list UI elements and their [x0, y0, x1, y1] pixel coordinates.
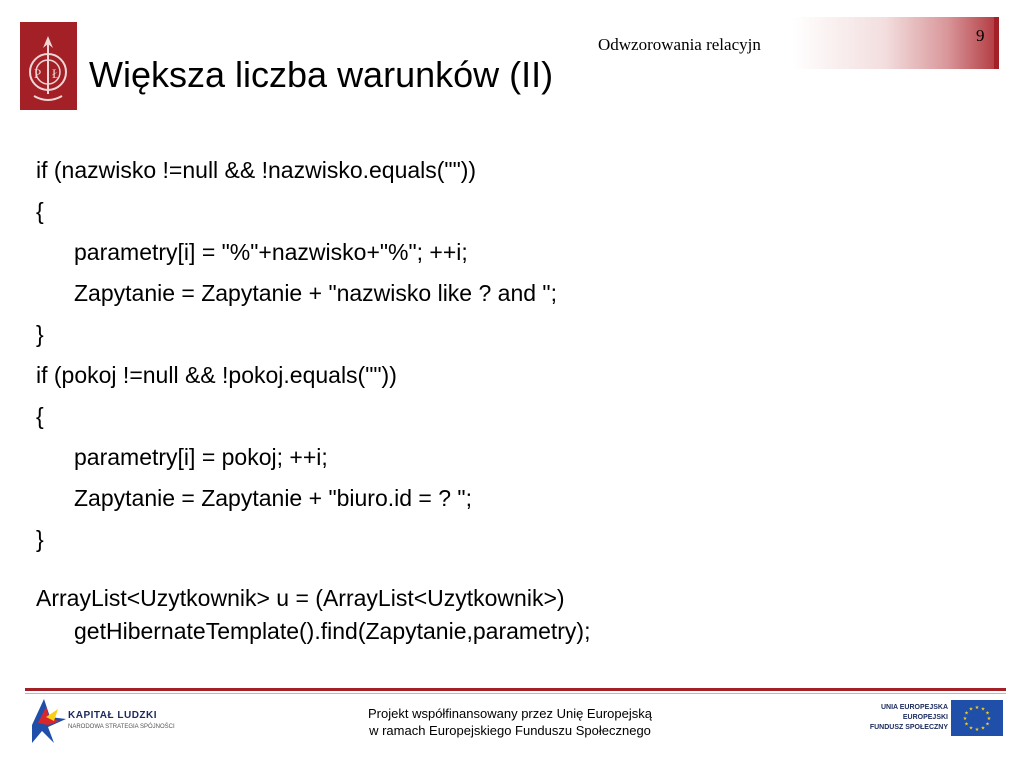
svg-text:★: ★: [968, 706, 974, 713]
footer-divider: [25, 688, 1006, 691]
svg-text:★: ★: [968, 725, 974, 732]
kapital-ludzki-subtitle: NARODOWA STRATEGIA SPÓJNOŚCI: [68, 724, 175, 730]
svg-text:★: ★: [980, 706, 986, 713]
running-title: Odwzorowania relacyjn: [598, 35, 761, 54]
svg-text:★: ★: [985, 721, 990, 728]
svg-text:★: ★: [964, 710, 969, 717]
code-line: Zapytanie = Zapytanie + "biuro.id = ? ";: [74, 485, 472, 511]
code-statement: [36, 582, 996, 648]
svg-text:★: ★: [980, 725, 986, 732]
kapital-ludzki-logo-icon: [28, 697, 188, 745]
code-line: getHibernateTemplate().find(Zapytanie,parametry);: [74, 618, 591, 644]
eu-label-line: EUROPEJSKI: [902, 714, 948, 721]
code-line: {: [36, 403, 44, 429]
code-line: if (pokoj !=null && !pokoj.equals("")): [36, 362, 397, 388]
kapital-ludzki-title: KAPITAŁ LUDZKI: [68, 710, 158, 721]
header-band-edge: [994, 17, 999, 69]
emblem-icon: [20, 22, 77, 110]
eu-label: [856, 703, 948, 733]
page-number: 9: [976, 26, 985, 45]
university-emblem-logo: [20, 22, 77, 110]
code-line: {: [36, 198, 44, 224]
footer-note-line: w ramach Europejskiego Funduszu Społecznego: [369, 723, 651, 738]
header-gradient-band: [792, 17, 999, 69]
eu-label-line: UNIA EUROPEJSKA: [880, 704, 948, 711]
code-line: ArrayList<Uzytkownik> u = (ArrayList<Uzytkownik>): [36, 585, 565, 611]
footer-funding-note: [300, 705, 720, 739]
svg-text:★: ★: [986, 716, 992, 722]
code-line: }: [36, 321, 44, 347]
eu-label-line: FUNDUSZ SPOŁECZNY: [869, 724, 948, 731]
code-line: Zapytanie = Zapytanie + "nazwisko like ? and ";: [74, 280, 557, 306]
svg-text:★: ★: [974, 727, 980, 733]
footer-note-line: Projekt współfinansowany przez Unię Europejską: [368, 706, 652, 721]
eu-flag-icon: [951, 700, 1003, 736]
slide-title: Większa liczba warunków (II): [89, 54, 554, 95]
svg-text:★: ★: [964, 721, 969, 728]
code-line: parametry[i] = pokoj; ++i;: [74, 444, 328, 470]
svg-text:P: P: [34, 66, 42, 81]
svg-text:Ł: Ł: [52, 66, 60, 81]
code-line: }: [36, 526, 44, 552]
code-line: parametry[i] = "%"+nazwisko+"%"; ++i;: [74, 239, 468, 265]
footer-divider-thin: [25, 693, 1006, 694]
svg-text:★: ★: [985, 710, 990, 717]
code-line: if (nazwisko !=null && !nazwisko.equals("")): [36, 157, 477, 183]
svg-text:★: ★: [962, 716, 968, 722]
code-block: [36, 150, 996, 648]
svg-text:★: ★: [974, 705, 980, 711]
